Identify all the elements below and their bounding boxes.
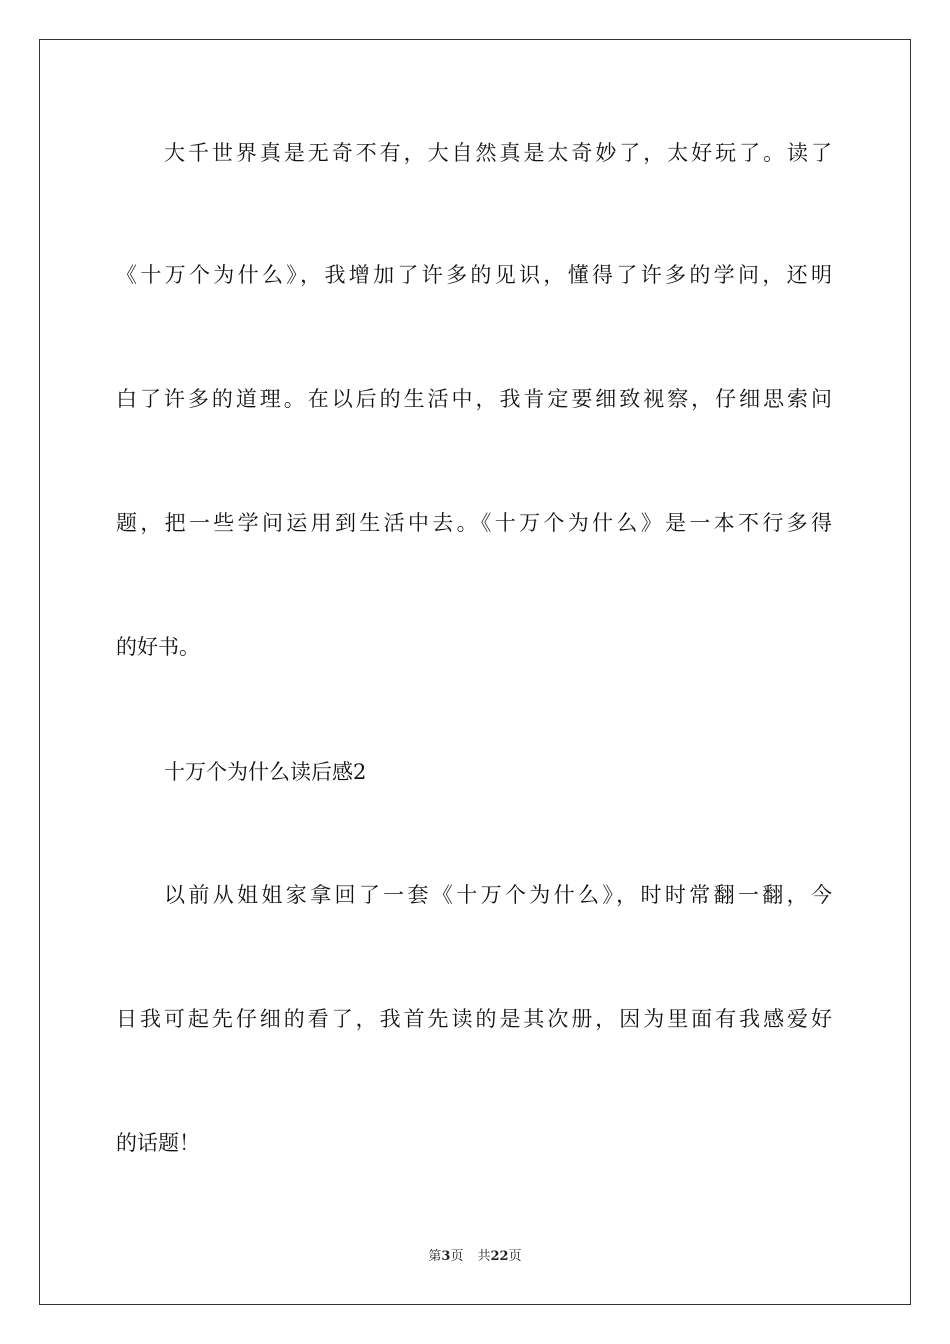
paragraph-1-line-3: 白了许多的道理。在以后的生活中，我肯定要细致视察，仔细思索问 <box>116 387 832 411</box>
footer-total-suffix: 页 <box>508 1249 522 1264</box>
paragraph-1-line-5: 的好书。 <box>116 635 200 659</box>
page-footer <box>0 1248 950 1266</box>
section-heading: 十万个为什么读后感2 <box>164 760 367 784</box>
paragraph-2-line-1: 以前从姐姐家拿回了一套《十万个为什么》，时时常翻一翻，今 <box>164 883 832 907</box>
paragraph-1-line-4: 题，把一些学问运用到生活中去。《十万个为什么》是一本不行多得 <box>116 511 832 535</box>
paragraph-1-line-1: 大千世界真是无奇不有，大自然真是太奇妙了，太好玩了。读了 <box>164 141 832 165</box>
footer-page-prefix: 第 <box>428 1249 442 1264</box>
paragraph-2-line-2: 日我可起先仔细的看了，我首先读的是其次册，因为里面有我感爱好 <box>116 1007 832 1031</box>
footer-page-suffix: 页 <box>450 1249 464 1264</box>
footer-page-number: 3 <box>441 1249 451 1264</box>
footer-total-prefix: 共 <box>477 1249 491 1264</box>
page-border <box>39 39 911 1305</box>
paragraph-1-line-2: 《十万个为什么》，我增加了许多的见识，懂得了许多的学问，还明 <box>116 263 832 287</box>
footer-total-pages: 22 <box>490 1249 509 1264</box>
paragraph-2-line-3: 的话题！ <box>116 1131 200 1155</box>
